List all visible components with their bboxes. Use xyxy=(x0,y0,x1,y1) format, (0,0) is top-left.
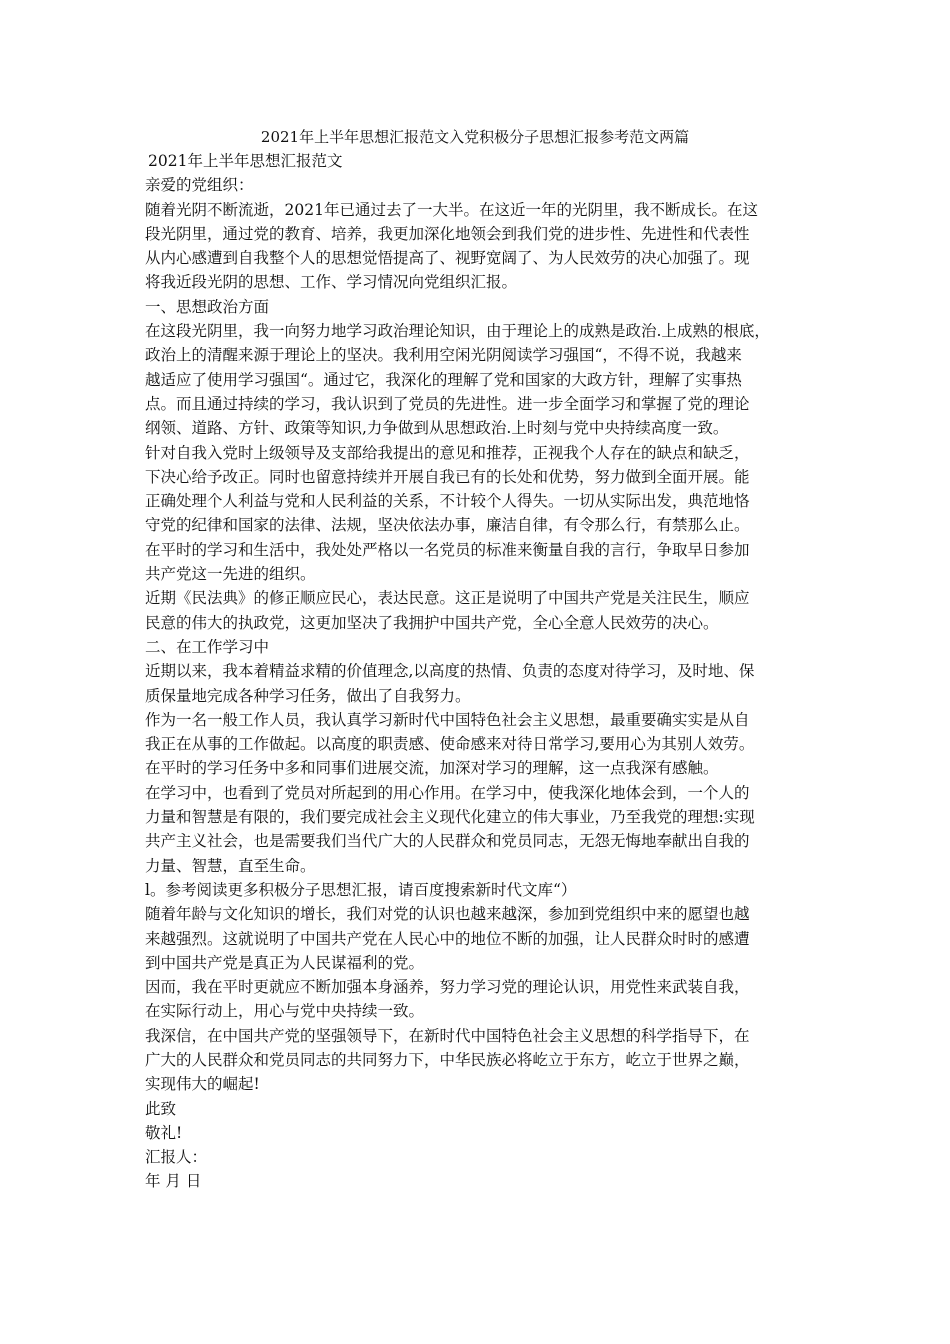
text-line: 在实际行动上，用心与党中央持续一致。 xyxy=(145,1002,425,1021)
text-line: 共产党这一先进的组织。 xyxy=(145,565,316,584)
text-line: 正确处理个人利益与党和人民利益的关系，不计较个人得失。一切从实际出发，典范地恪 xyxy=(145,492,750,511)
text-line: 在平时的学习任务中多和同事们进展交流，加深对学习的理解，这一点我深有感触。 xyxy=(145,759,719,778)
text-line: 在这段光阴里，我一向努力地学习政治理论知识，由于理论上的成熟是政治.上成熟的根底， xyxy=(145,322,770,341)
text-line: 亲爱的党组织： xyxy=(145,176,254,195)
text-line: 共产主义社会，也是需要我们当代广大的人民群众和党员同志，无怨无悔地奉献出自我的 xyxy=(145,832,750,851)
document-subtitle: 2021年上半年思想汇报范文 xyxy=(148,152,343,170)
text-line: 将我近段光阴的思想、工作、学习情况向党组织汇报。 xyxy=(145,273,518,292)
text-line: 到中国共产党是真正为人民谋福利的党。 xyxy=(145,953,425,972)
text-line: 广大的人民群众和党员同志的共同努力下，中华民族必将屹立于东方，屹立于世界之巅， xyxy=(145,1050,750,1069)
text-line: 政治上的清醒来源于理论上的坚决。我利用空闲光阴阅读学习强国“，不得不说，我越来 xyxy=(145,346,742,365)
text-line: 下决心给予改正。同时也留意持续并开展自我已有的长处和优势，努力做到全面开展。能 xyxy=(145,467,750,486)
text-line: 质保量地完成各种学习任务，做出了自我努力。 xyxy=(145,686,471,705)
text-line: 力量和智慧是有限的，我们要完成社会主义现代化建立的伟大事业，乃至我党的理想:实现 xyxy=(145,808,755,827)
text-line: 段光阴里，通过党的教育、培养，我更加深化地领会到我们党的进步性、先进性和代表性 xyxy=(145,224,750,243)
text-line: 随着光阴不断流逝，2021年已通过去了一大半。在这近一年的光阴里，我不断成长。在这 xyxy=(145,200,758,219)
text-line: 近期以来，我本着精益求精的价值理念,以高度的热情、负责的态度对待学习，及时地、保 xyxy=(145,662,755,681)
text-line: l。参考阅读更多积极分子思想汇报，请百度搜索新时代文库“） xyxy=(145,880,577,899)
text-line: 一、思想政治方面 xyxy=(145,297,270,316)
text-line: 在学习中，也看到了党员对所起到的用心作用。在学习中，使我深化地体会到，一个人的 xyxy=(145,783,750,802)
text-line: 近期《民法典》的修正顺应民心，表达民意。这正是说明了中国共产党是关注民生，顺应 xyxy=(145,589,750,608)
text-line: 守党的纪律和国家的法律、法规，坚决依法办事，廉洁自律，有令那么行，有禁那么止。 xyxy=(145,516,750,535)
text-line: 随着年龄与文化知识的增长，我们对党的认识也越来越深，参加到党组织中来的愿望也越 xyxy=(145,905,750,924)
document-body xyxy=(145,149,815,1194)
text-line: 点。而且通过持续的学习，我认识到了党员的先进性。进一步全面学习和掌握了党的理论 xyxy=(145,394,750,413)
text-line: 年 月 日 xyxy=(145,1172,202,1191)
text-line: 我深信，在中国共产党的坚强领导下，在新时代中国特色社会主义思想的科学指导下，在 xyxy=(145,1026,750,1045)
text-line: 越适应了使用学习强国“。通过它，我深化的理解了党和国家的大政方针，理解了实事热 xyxy=(145,370,742,389)
text-line: 从内心感遭到自我整个人的思想觉悟提高了、视野宽阔了、为人民效劳的决心加强了。现 xyxy=(145,249,750,268)
text-line: 来越强烈。这就说明了中国共产党在人民心中的地位不断的加强，让人民群众时时的感遭 xyxy=(145,929,750,948)
text-line: 实现伟大的崛起! xyxy=(145,1075,260,1094)
text-line: 二、在工作学习中 xyxy=(145,637,270,656)
document-title: 2021年上半年思想汇报范文入党积极分子思想汇报参考范文两篇 xyxy=(260,128,690,146)
text-line: 民意的伟大的执政党，这更加坚决了我拥护中国共产党，全心全意人民效劳的决心。 xyxy=(145,613,719,632)
text-line: 作为一名一般工作人员，我认真学习新时代中国特色社会主义思想，最重要确实实是从自 xyxy=(145,710,750,729)
text-line: 敬礼! xyxy=(145,1123,183,1142)
text-line: 因而，我在平时更就应不断加强本身涵养，努力学习党的理论认识，用党性来武装自我， xyxy=(145,978,750,997)
text-line: 在平时的学习和生活中，我处处严格以一名党员的标准来衡量自我的言行，争取早日参加 xyxy=(145,540,750,559)
text-line: 此致 xyxy=(145,1099,177,1118)
text-line: 我正在从事的工作做起。以高度的职责感、使命感来对待日常学习,要用心为其别人效劳。 xyxy=(145,735,755,754)
text-line: 针对自我入党时上级领导及支部给我提出的意见和推荐，正视我个人存在的缺点和缺乏， xyxy=(145,443,750,462)
text-line: 纲领、道路、方针、政策等知识,力争做到从思想政治.上时刻与党中央持续高度一致。 xyxy=(145,419,729,438)
text-line: 汇报人： xyxy=(145,1148,208,1167)
text-line: 力量、智慧，直至生命。 xyxy=(145,856,316,875)
body-lines xyxy=(145,173,815,1193)
